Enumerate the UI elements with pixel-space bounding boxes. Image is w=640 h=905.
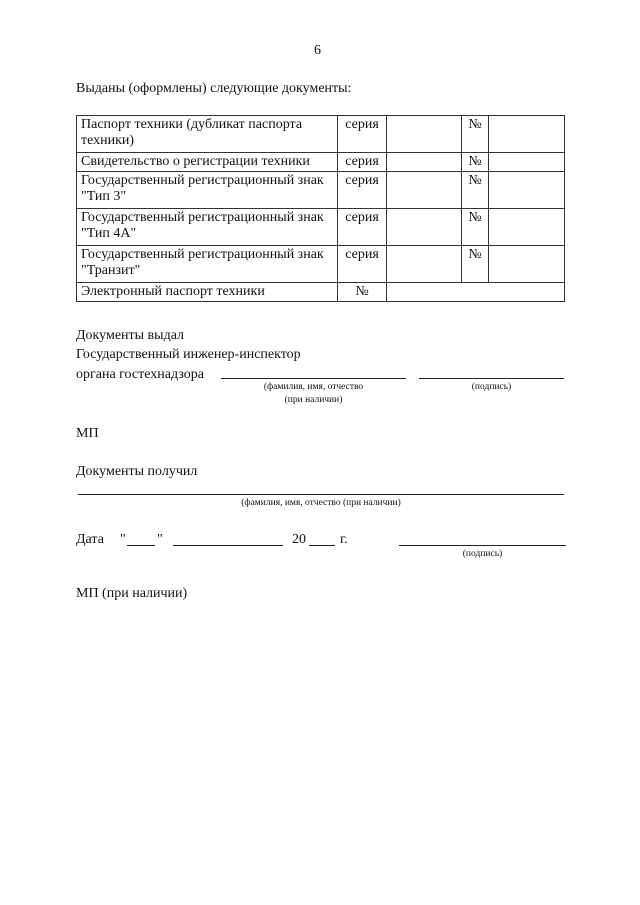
- series-label: серия: [338, 116, 387, 153]
- number-cell[interactable]: [489, 246, 565, 283]
- doc-name: Государственный регистрационный знак "Тип 3": [77, 172, 338, 209]
- stamp-place-optional: МП (при наличии): [76, 586, 188, 601]
- table-row: [77, 209, 565, 246]
- series-cell[interactable]: [387, 209, 462, 246]
- number-label: №: [338, 283, 387, 302]
- date-month-line[interactable]: [173, 545, 283, 546]
- date-quote-close: ": [157, 532, 163, 547]
- number-label: №: [462, 172, 489, 209]
- doc-name: Паспорт техники (дубликат паспорта техники): [77, 116, 338, 153]
- page-number: 6: [314, 43, 321, 58]
- inspector-sign-line[interactable]: [419, 378, 564, 379]
- series-label: серия: [338, 209, 387, 246]
- series-cell[interactable]: [387, 153, 462, 172]
- number-cell[interactable]: [489, 209, 565, 246]
- issued-by-label: Документы выдал: [76, 328, 185, 343]
- inspector-org: органа гостехнадзора: [76, 367, 204, 382]
- date-label: Дата: [76, 532, 104, 547]
- inspector-sign-caption: (подпись): [471, 382, 512, 392]
- date-year-prefix: 20: [292, 532, 306, 547]
- doc-name: Электронный паспорт техники: [77, 283, 338, 302]
- number-cell[interactable]: [489, 153, 565, 172]
- doc-name: Свидетельство о регистрации техники: [77, 153, 338, 172]
- number-label: №: [462, 246, 489, 283]
- receiver-fio-caption: (фамилия, имя, отчество (при наличии): [241, 498, 401, 508]
- number-label: №: [462, 116, 489, 153]
- received-label: Документы получил: [76, 464, 198, 479]
- series-cell[interactable]: [387, 172, 462, 209]
- doc-name: Государственный регистрационный знак "Транзит": [77, 246, 338, 283]
- number-cell[interactable]: [387, 283, 565, 302]
- inspector-fio-caption: (фамилия, имя, отчество: [263, 382, 364, 392]
- series-cell[interactable]: [387, 116, 462, 153]
- series-label: серия: [338, 153, 387, 172]
- inspector-title: Государственный инженер-инспектор: [76, 347, 301, 362]
- receiver-sign-line[interactable]: [399, 545, 566, 546]
- number-label: №: [462, 209, 489, 246]
- number-label: №: [462, 153, 489, 172]
- table-row: [77, 153, 565, 172]
- inspector-fio-line[interactable]: [221, 378, 406, 379]
- date-day-line[interactable]: [127, 545, 155, 546]
- date-year-suffix: г.: [340, 532, 348, 547]
- documents-table: [76, 115, 565, 302]
- table-row: [77, 116, 565, 153]
- table-row: [77, 172, 565, 209]
- table-row: [77, 246, 565, 283]
- date-year-line[interactable]: [309, 545, 335, 546]
- number-cell[interactable]: [489, 172, 565, 209]
- stamp-place: МП: [76, 426, 99, 441]
- documents-heading: Выданы (оформлены) следующие документы:: [76, 81, 352, 96]
- series-label: серия: [338, 246, 387, 283]
- receiver-fio-line[interactable]: [78, 494, 564, 495]
- doc-name: Государственный регистрационный знак "Тип 4А": [77, 209, 338, 246]
- number-cell[interactable]: [489, 116, 565, 153]
- series-label: серия: [338, 172, 387, 209]
- series-cell[interactable]: [387, 246, 462, 283]
- receiver-sign-caption: (подпись): [462, 549, 503, 559]
- inspector-fio-caption-2: (при наличии): [284, 395, 343, 405]
- date-quote-open: ": [120, 532, 126, 547]
- table-row: [77, 283, 565, 302]
